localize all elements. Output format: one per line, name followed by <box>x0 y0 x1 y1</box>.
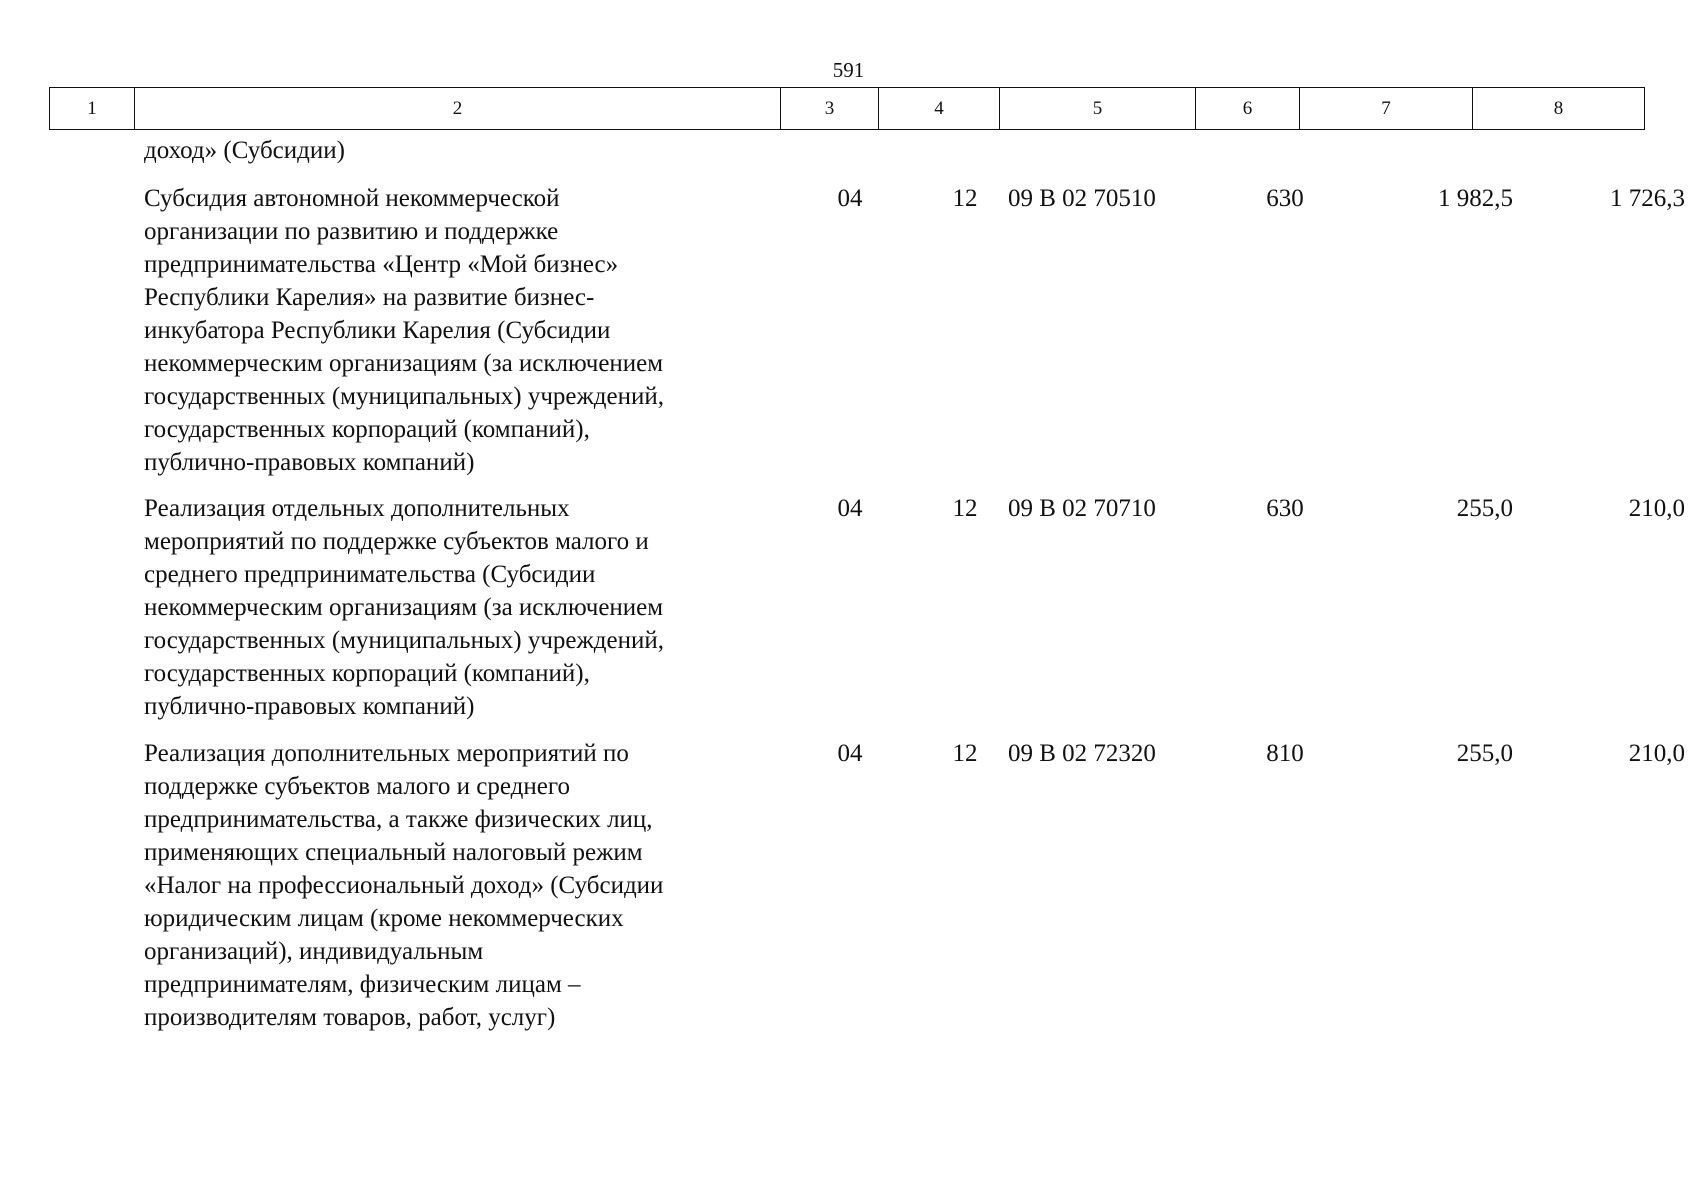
subsection-code: 12 <box>952 740 978 767</box>
section-code: 04 <box>837 740 863 767</box>
subsection-code: 12 <box>952 185 978 212</box>
amount-col-7: 255,0 <box>1456 495 1513 522</box>
description-line: предпринимательства, а также физических лиц, <box>144 806 653 833</box>
header-col-3: 3 <box>781 88 879 130</box>
description-line: организаций), индивидуальным <box>144 938 484 965</box>
section-code: 04 <box>837 495 863 522</box>
description-line: юридическим лицам (кроме некоммерческих <box>144 905 624 932</box>
table-row <box>49 134 1644 182</box>
header-col-4: 4 <box>879 88 1000 130</box>
description-line: Субсидия автономной некоммерческой <box>144 185 560 212</box>
description-line: предпринимательства «Центр «Мой бизнес» <box>144 251 619 278</box>
description-line: инкубатора Республики Карелия (Субсидии <box>144 317 611 344</box>
description-line: государственных (муниципальных) учреждений, <box>144 627 664 654</box>
target-article-code: 09 В 02 70510 <box>1008 185 1156 212</box>
target-article-code: 09 В 02 70710 <box>1008 495 1156 522</box>
description-line: предпринимателям, физическим лицам – <box>144 971 581 998</box>
page-number: 591 <box>832 58 865 82</box>
budget-table-body <box>49 134 1685 1037</box>
description-line: государственных корпораций (компаний), <box>144 660 590 687</box>
amount-col-8: 210,0 <box>1628 740 1685 767</box>
description-line: мероприятий по поддержке субъектов малого и <box>144 528 649 555</box>
table-row <box>49 492 1685 737</box>
amount-col-8: 210,0 <box>1628 495 1685 522</box>
header-col-1: 1 <box>50 88 135 130</box>
description-line: Реализация дополнительных мероприятий по <box>144 740 629 767</box>
amount-col-7: 255,0 <box>1456 740 1513 767</box>
row-description <box>144 737 774 1034</box>
description-line: доход» (Субсидии) <box>144 137 345 164</box>
description-line: «Налог на профессиональный доход» (Субсидии <box>144 872 664 899</box>
description-line: производителям товаров, работ, услуг) <box>144 1004 556 1031</box>
expense-type-code: 810 <box>1266 740 1304 767</box>
row-description <box>144 492 774 723</box>
description-line: публично-правовых компаний) <box>144 693 475 720</box>
subsection-code: 12 <box>952 495 978 522</box>
description-line: применяющих специальный налоговый режим <box>144 839 643 866</box>
header-col-5: 5 <box>1000 88 1196 130</box>
header-col-2: 2 <box>135 88 781 130</box>
description-line: некоммерческим организациям (за исключением <box>144 594 664 621</box>
table-row <box>49 182 1685 492</box>
description-line: среднего предпринимательства (Субсидии <box>144 561 596 588</box>
table-row <box>49 737 1685 1037</box>
header-col-8: 8 <box>1473 88 1645 130</box>
row-description <box>144 182 774 479</box>
header-row <box>50 88 1645 130</box>
amount-col-7: 1 982,5 <box>1438 185 1513 212</box>
expense-type-code: 630 <box>1266 495 1304 522</box>
section-code: 04 <box>837 185 863 212</box>
header-col-6: 6 <box>1196 88 1300 130</box>
row-description <box>144 134 774 167</box>
column-number-header <box>49 87 1645 130</box>
description-line: публично-правовых компаний) <box>144 449 475 476</box>
target-article-code: 09 В 02 72320 <box>1008 740 1156 767</box>
header-col-7: 7 <box>1300 88 1473 130</box>
description-line: государственных (муниципальных) учреждений, <box>144 383 664 410</box>
expense-type-code: 630 <box>1266 185 1304 212</box>
description-line: государственных корпораций (компаний), <box>144 416 590 443</box>
description-line: поддержке субъектов малого и среднего <box>144 773 571 800</box>
description-line: некоммерческим организациям (за исключением <box>144 350 664 377</box>
amount-col-8: 1 726,3 <box>1610 185 1685 212</box>
description-line: Республики Карелия» на развитие бизнес- <box>144 284 595 311</box>
description-line: организации по развитию и поддержке <box>144 218 559 245</box>
description-line: Реализация отдельных дополнительных <box>144 495 570 522</box>
